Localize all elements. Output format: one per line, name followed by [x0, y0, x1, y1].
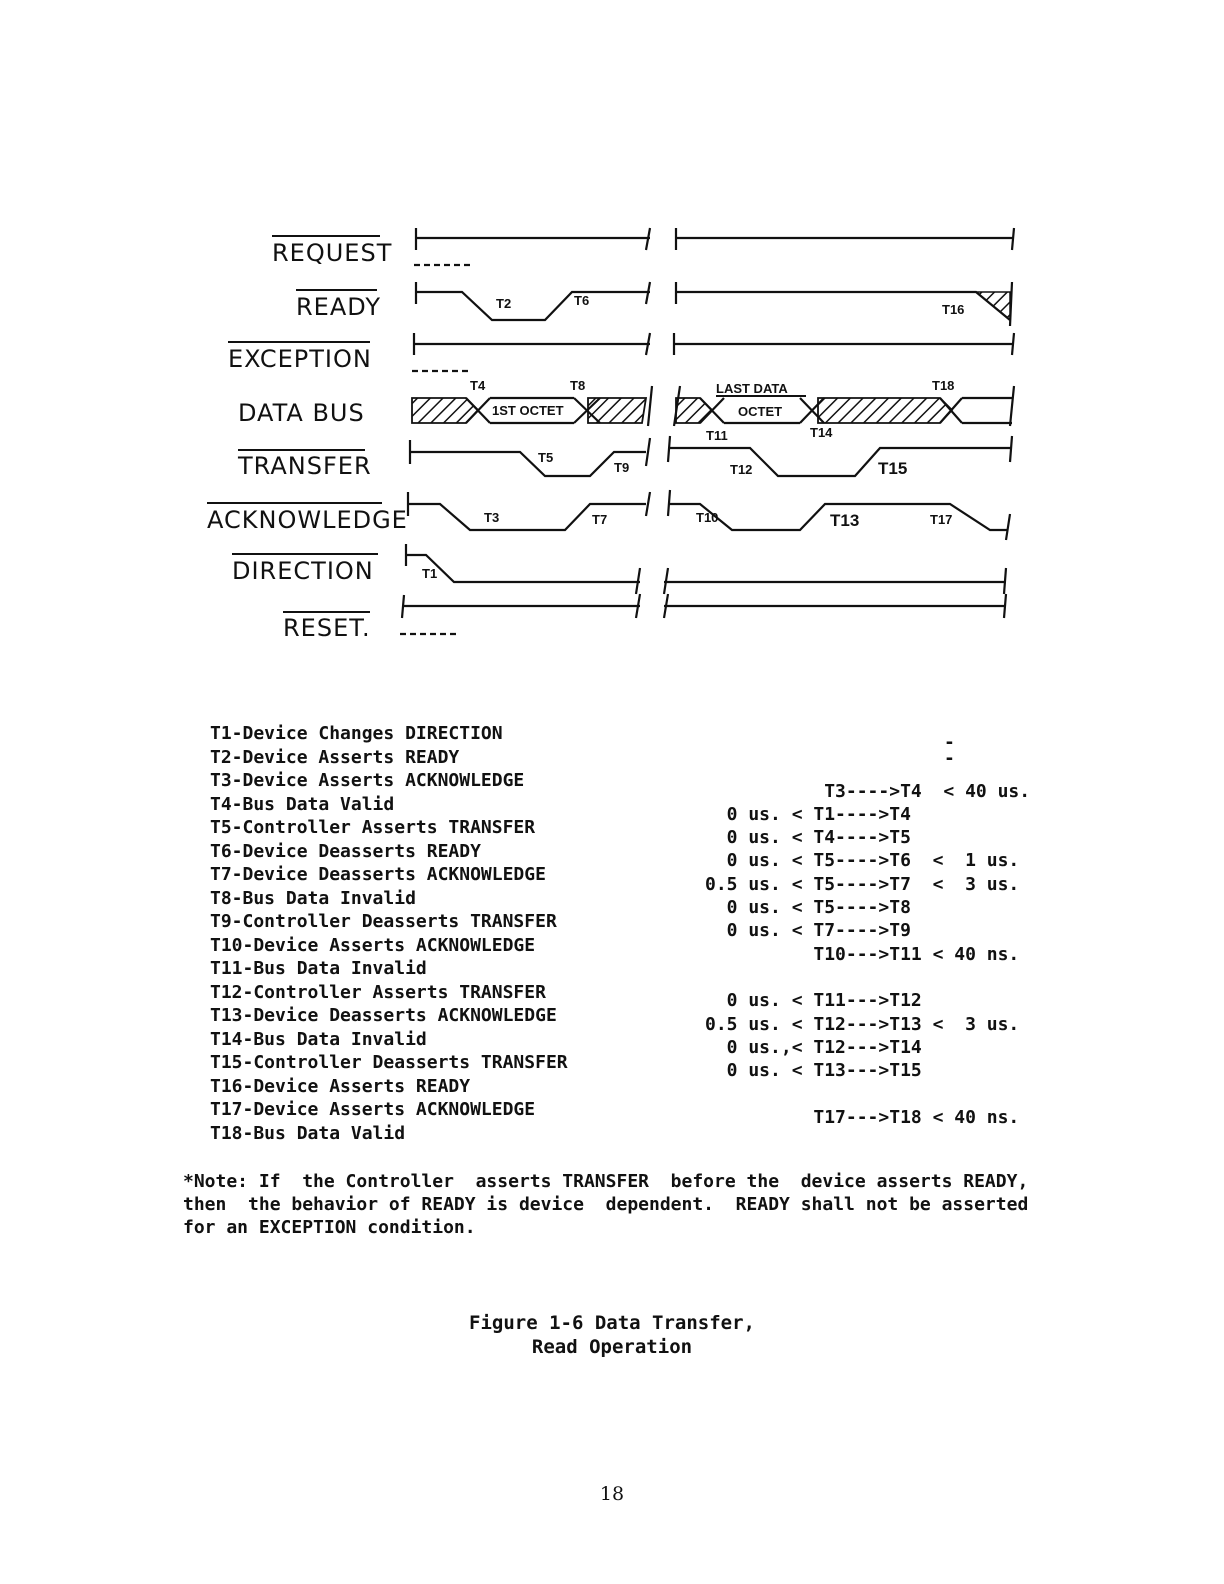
wave-direction: [406, 544, 1006, 594]
wave-data-bus: [412, 378, 1014, 443]
marker-t5: T5: [538, 450, 554, 465]
label-acknowledge: ACKNOWLEDGE: [207, 506, 408, 534]
data-octet: OCTET: [738, 404, 783, 419]
figure-caption-line2: Read Operation: [531, 1336, 693, 1358]
legend-item: T7-Device Deasserts ACKNOWLEDGE: [210, 864, 546, 885]
legend-item: T15-Controller Deasserts TRANSFER: [210, 1052, 568, 1073]
scan-mark: -: [944, 748, 955, 769]
marker-t6: T6: [574, 293, 590, 308]
timing-row: T3---->T4 < 40 us.: [705, 781, 1031, 802]
timing-row: 0 us. < T13--->T15: [705, 1060, 922, 1081]
timing-row: 0 us. < T11--->T12: [705, 990, 922, 1011]
wave-exception: [412, 333, 1014, 371]
marker-t4: T4: [470, 378, 486, 393]
timing-row: T10--->T11 < 40 ns.: [705, 944, 1020, 965]
legend-item: T14-Bus Data Invalid: [210, 1028, 427, 1050]
timing-legend: [210, 722, 568, 1145]
marker-t17: T17: [930, 512, 953, 527]
timing-row: 0 us. < T5---->T6 < 1 us.: [705, 850, 1020, 871]
legend-item: T1-Device Changes DIRECTION: [210, 723, 503, 744]
legend-item: T12-Controller Asserts TRANSFER: [210, 981, 546, 1003]
wave-request: [414, 228, 1014, 265]
label-ready: READY: [296, 293, 382, 321]
legend-item: T6-Device Deasserts READY: [210, 840, 481, 862]
timing-row: 0 us. < T4---->T5: [705, 827, 911, 848]
marker-t13: T13: [830, 511, 860, 530]
data-last-data: LAST DATA: [716, 381, 788, 396]
timing-row: 0 us. < T5---->T8: [705, 897, 911, 918]
marker-t8: T8: [570, 378, 586, 393]
legend-item: T11-Bus Data Invalid: [210, 958, 427, 979]
marker-t18: T18: [932, 378, 955, 393]
marker-t9: T9: [614, 460, 630, 475]
legend-item: T16-Device Asserts READY: [210, 1075, 471, 1097]
wave-acknowledge: [408, 490, 1010, 540]
label-direction: DIRECTION: [232, 557, 374, 585]
legend-item: T18-Bus Data Valid: [210, 1122, 406, 1144]
figure-caption-line1: Figure 1-6 Data Transfer,: [469, 1312, 755, 1334]
marker-t15: T15: [878, 459, 908, 478]
timing-row: 0 us. < T7---->T9: [705, 920, 911, 941]
marker-t1: T1: [422, 566, 438, 581]
label-reset: RESET.: [283, 614, 371, 642]
scan-mark: -: [944, 732, 955, 753]
marker-t11: T11: [706, 428, 728, 443]
marker-t7: T7: [592, 512, 608, 527]
legend-item: T3-Device Asserts ACKNOWLEDGE: [210, 770, 525, 791]
timing-row: 0 us.,< T12--->T14: [705, 1037, 922, 1058]
legend-item: T4-Bus Data Valid: [210, 793, 395, 815]
data-first-octet: 1ST OCTET: [492, 403, 564, 418]
marker-t10: T10: [696, 510, 719, 525]
legend-item: T17-Device Asserts ACKNOWLEDGE: [210, 1099, 536, 1120]
marker-t3: T3: [484, 510, 500, 525]
signal-labels: [207, 236, 408, 642]
timing-row: 0.5 us. < T5---->T7 < 3 us.: [705, 874, 1020, 895]
legend-item: T10-Device Asserts ACKNOWLEDGE: [210, 934, 536, 956]
wave-ready: [416, 282, 1012, 326]
legend-item: T2-Device Asserts READY: [210, 746, 460, 768]
timing-row: T17--->T18 < 40 ns.: [705, 1107, 1020, 1128]
timing-row: 0 us. < T1---->T4: [705, 804, 911, 825]
page-number: 18: [599, 1483, 625, 1505]
legend-item: T9-Controller Deasserts TRANSFER: [210, 911, 557, 932]
marker-t14: T14: [810, 425, 833, 440]
legend-item: T13-Device Deasserts ACKNOWLEDGE: [210, 1005, 557, 1026]
marker-t12: T12: [730, 462, 753, 477]
timing-diagram: [0, 0, 1224, 700]
label-exception: EXCEPTION: [228, 345, 372, 373]
wave-reset: [400, 594, 1006, 634]
note-paragraph: *Note: If the Controller asserts TRANSFER before the device asserts READY, then the behavior of READY is device dependent. READY shall not be asserted for an EXCEPTION condition.: [183, 1171, 1029, 1238]
legend-item: T5-Controller Asserts TRANSFER: [210, 817, 536, 838]
label-request: REQUEST: [272, 239, 393, 267]
label-transfer: TRANSFER: [238, 452, 372, 480]
timing-row: 0.5 us. < T12--->T13 < 3 us.: [705, 1014, 1020, 1035]
marker-t16: T16: [942, 302, 965, 317]
legend-item: T8-Bus Data Invalid: [210, 887, 416, 909]
label-data-bus: DATA BUS: [238, 399, 365, 427]
marker-t2: T2: [496, 296, 512, 311]
